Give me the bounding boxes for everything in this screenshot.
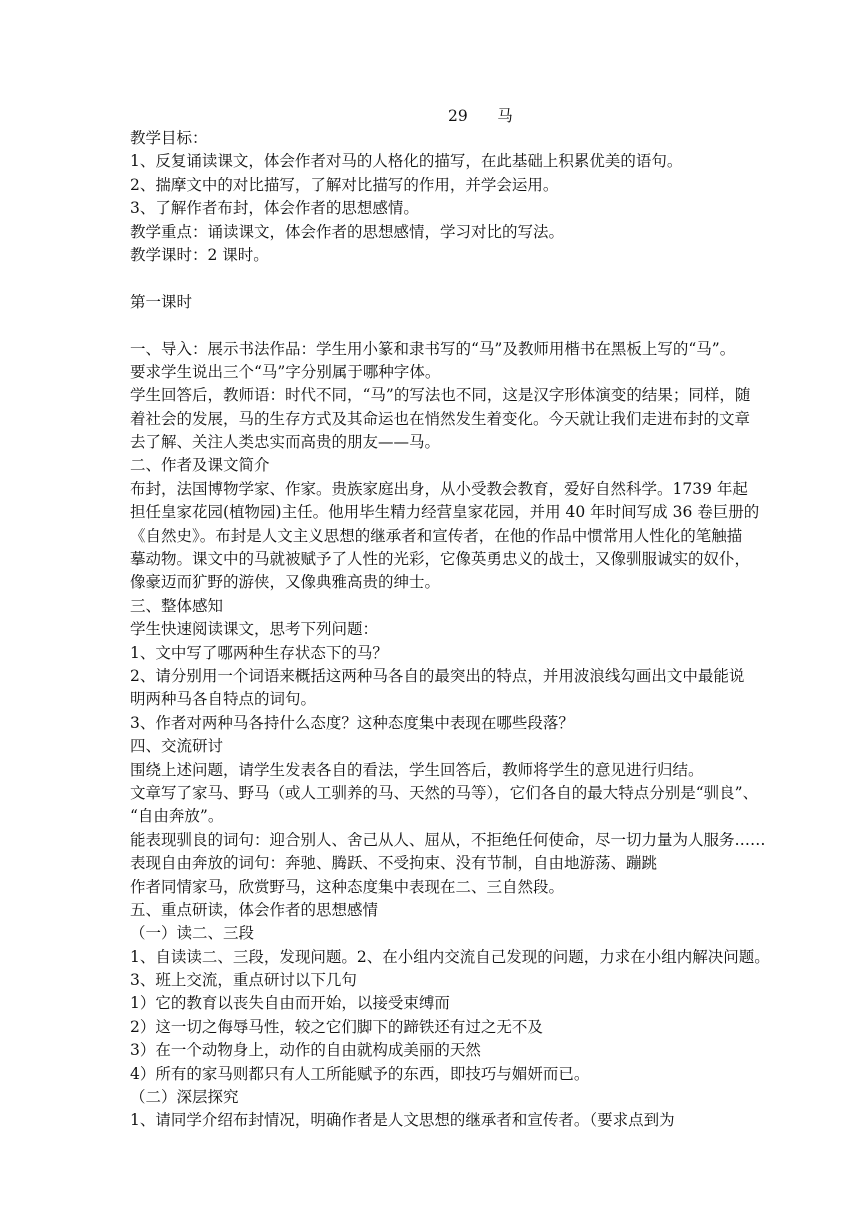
question-3: 3、作者对两种马各持什么态度？这种态度集中表现在哪些段落？: [130, 713, 574, 732]
sentence-4: 4）所有的家马则都只有人工所能赋予的东西，即技巧与媚妍而已。: [130, 1064, 590, 1083]
sentence-2: 2）这一切之侮辱马性，较之它们脚下的蹄铁还有过之无不及: [130, 1017, 543, 1036]
text-line: 1、自读读二、三段，发现问题。2、在小组内交流自己发现的问题，力求在小组内解决问题。: [130, 947, 770, 966]
blank-line: [130, 267, 742, 290]
text-line: 围绕上述问题，请学生发表各自的看法，学生回答后，教师将学生的意见进行归结。: [130, 760, 704, 779]
text-line: 布封，法国博物学家、作家。贵族家庭出身，从小受教会教育，爱好自然科学。1739 年起: [130, 479, 748, 498]
sentence-1: 1）它的教育以丧失自由而开始，以接受束缚而: [130, 994, 450, 1013]
key-point: 教学重点：诵读课文，体会作者的思想感情，学习对比的写法。: [130, 222, 565, 241]
text-line: 着社会的发展，马的生存方式及其命运也在悄然发生着变化。今天就让我们走进布封的文章: [130, 409, 751, 428]
text-line: 学生回答后，教师语：时代不同，“马”的写法也不同，这是汉字形体演变的结果；同样，随: [130, 386, 751, 405]
objective-2: 2、揣摩文中的对比描写，了解对比描写的作用，并学会运用。: [130, 175, 559, 194]
text-line: 能表现驯良的词句：迎合别人、舍己从人、屈从，不拒绝任何使命，尽一切力量为人服务……: [130, 830, 766, 849]
section-heading: 四、交流研讨: [130, 737, 224, 756]
sentence-3: 3）在一个动物身上，动作的自由就构成美丽的天然: [130, 1041, 481, 1060]
question-1: 1、文中写了哪两种生存状态下的马？: [130, 643, 388, 662]
subsection-heading: （二）深层探究: [130, 1088, 239, 1107]
text-line: 摹动物。课文中的马就被赋予了人性的光彩，它像英勇忠义的战士，又像驯服诚实的奴仆，: [130, 550, 751, 569]
lesson-title: [448, 106, 513, 126]
section-first-lesson: 第一课时: [130, 292, 193, 311]
intro-line: 一、导入：展示书法作品：学生用小篆和隶书写的“马”及教师用楷书在黑板上写的“马”。: [130, 339, 736, 358]
objectives-heading: 教学目标：: [130, 129, 208, 147]
text-line: 学生快速阅读课文，思考下列问题：: [130, 620, 379, 639]
text-line: 《自然史》。布封是人文主义思想的继承者和宣传者，在他的作品中惯常用人性化的笔触描: [130, 526, 743, 545]
question-2: 2、请分别用一个词语来概括这两种马各自的最突出的特点，并用波浪线勾画出文中最能说: [130, 666, 745, 685]
section-heading: 五、重点研读，体会作者的思想感情: [130, 900, 379, 919]
lesson-name: 马: [497, 107, 513, 125]
text-line: 去了解、关注人类忠实而高贵的朋友——马。: [130, 433, 441, 452]
text-line: 作者同情家马，欣赏野马，这种态度集中表现在二、三自然段。: [130, 877, 565, 896]
lesson-number: 29: [448, 107, 468, 125]
text-line: 文章写了家马、野马（或人工驯养的马、天然的马等），它们各自的最大特点分别是“驯良”、: [130, 783, 759, 802]
section-heading: 三、整体感知: [130, 596, 224, 615]
text-line: 1、请同学介绍布封情况，明确作者是人文思想的继承者和宣传者。（要求点到为: [130, 1111, 675, 1130]
subsection-heading: （一）读二、三段: [130, 924, 255, 943]
objective-1: 1、反复诵读课文，体会作者对马的人格化的描写，在此基础上积累优美的语句。: [130, 152, 683, 171]
text-line: 3、班上交流，重点研讨以下几句: [130, 971, 357, 990]
section-heading: 二、作者及课文简介: [130, 456, 270, 475]
blank-line: [130, 314, 742, 337]
text-line: 像豪迈而犷野的游侠，又像典雅高贵的绅士。: [130, 573, 441, 592]
text-line: 要求学生说出三个“马”字分别属于哪种字体。: [130, 362, 441, 381]
text-line: 担任皇家花园(植物园)主任。他用毕生精力经营皇家花园，并用 40 年时间写成 36 卷巨册的: [130, 503, 760, 522]
lesson-body: [130, 127, 770, 1133]
class-hours: 教学课时：2 课时。: [130, 245, 269, 264]
text-line: “自由奔放”。: [130, 807, 224, 826]
text-line: 表现自由奔放的词句：奔驰、腾跃、不受拘束、没有节制，自由地游荡、蹦跳: [130, 854, 658, 873]
text-line: 明两种马各自特点的词句。: [130, 690, 317, 709]
objective-3: 3、了解作者布封，体会作者的思想感情。: [130, 199, 419, 218]
